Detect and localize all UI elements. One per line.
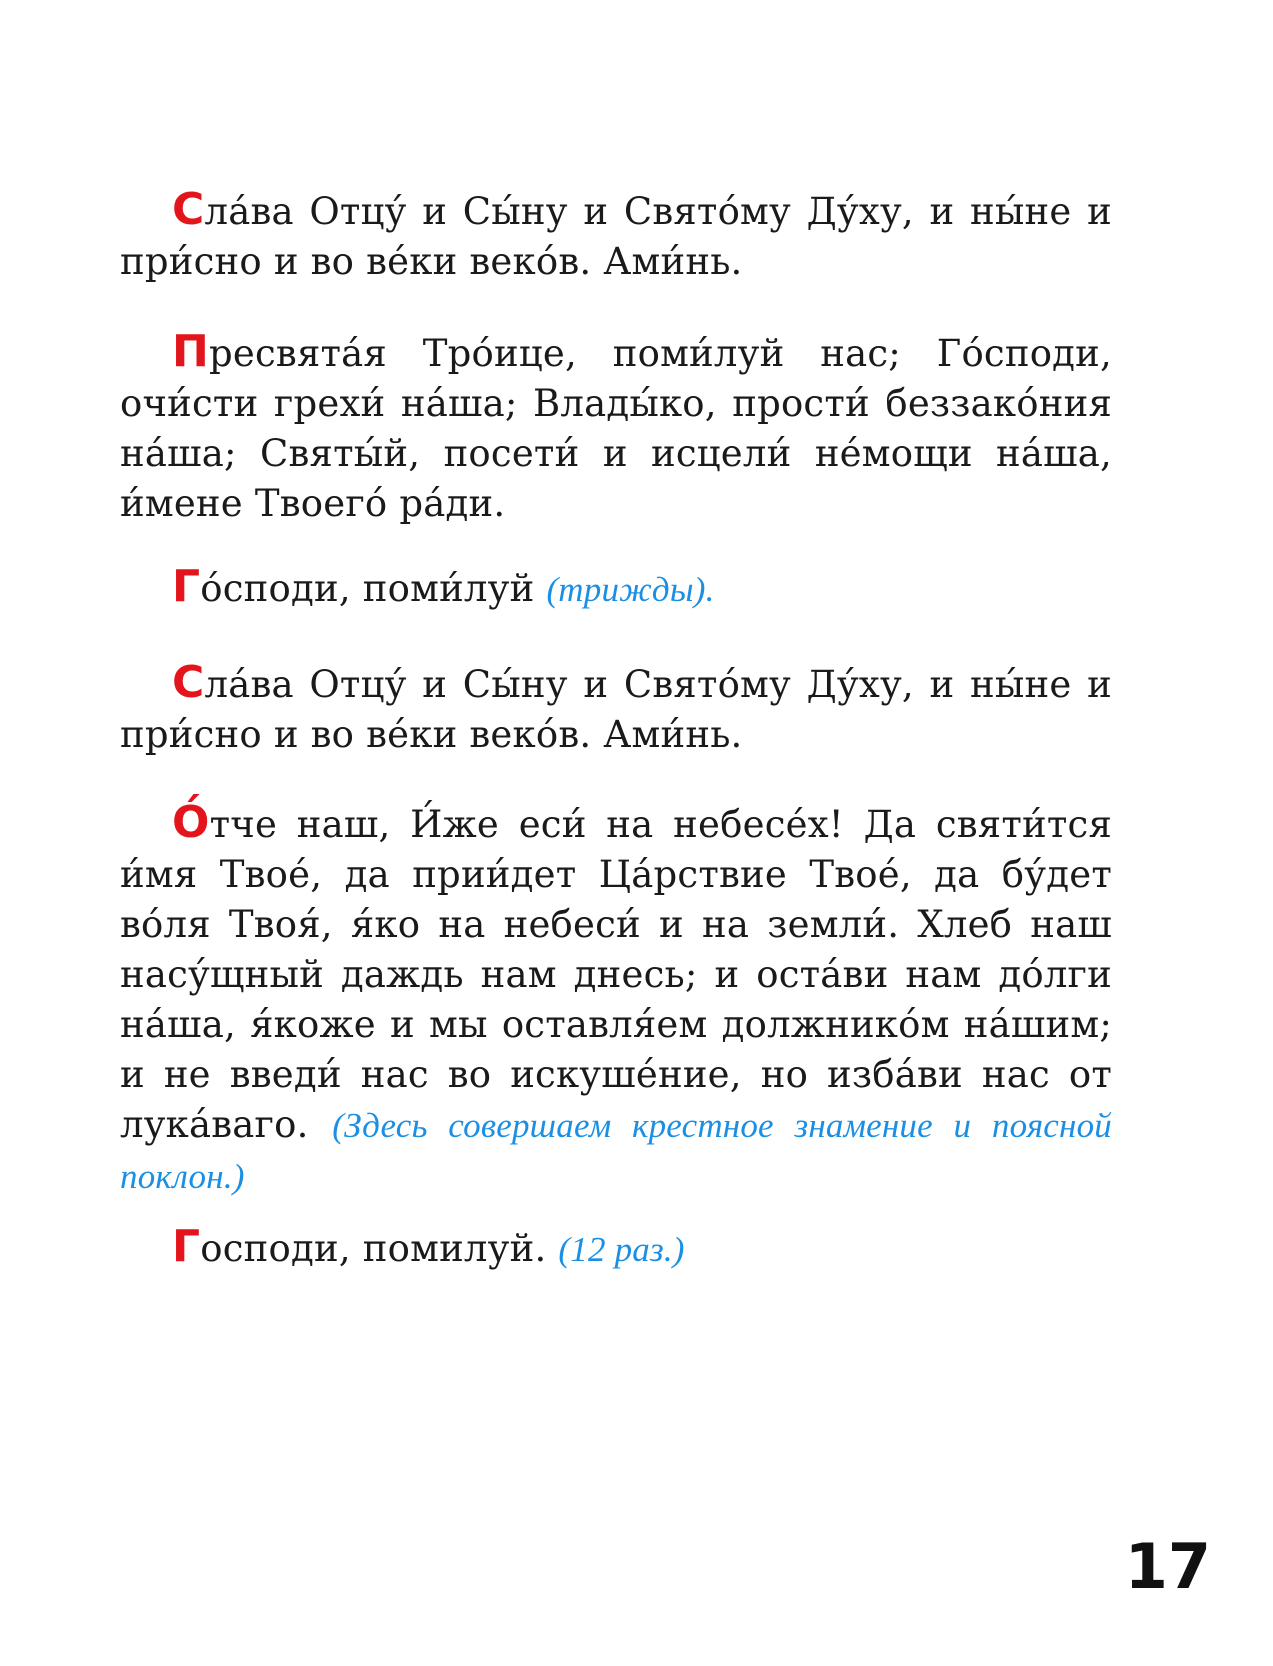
- red-initial-letter: Г: [172, 1221, 201, 1272]
- red-initial-letter: С: [172, 657, 205, 708]
- red-initial-letter: П: [172, 326, 210, 377]
- rubric-note: (трижды).: [546, 570, 715, 609]
- red-initial-letter: О́: [172, 797, 210, 848]
- paragraph-glory-be-2: [120, 658, 1112, 760]
- page-number: 17: [1124, 1530, 1211, 1603]
- rubric-note: (Здесь совершаем крестное знамение и поясной поклон.): [120, 1106, 1112, 1196]
- paragraph-text: ла́ва Отцу́ и Сы́ну и Свято́му Ду́ху, и ны́не и при́сно и во ве́ки веко́в. Ами́нь.: [120, 190, 1112, 283]
- paragraph-lord-have-mercy-thrice: [120, 562, 1112, 615]
- paragraph-glory-be-1: [120, 185, 1112, 287]
- red-initial-letter: С: [172, 184, 205, 235]
- paragraph-lord-have-mercy-12: [120, 1222, 1112, 1275]
- paragraph-text: тче наш, И́же еси́ на небесе́х! Да святи́тся и́мя Твое́, да прии́дет Ца́рствие Твое́, да бу́дет во́ля Твоя́, я́ко на небеси́ и на земли́. Хлеб наш насу́щный даждь нам днесь; и оста́ви нам до́лги на́ша, я́коже и мы оставля́ем должнико́м на́шим; и не введи́ нас во искуше́ние, но изба́ви нас от лука́ваго.: [120, 803, 1112, 1146]
- paragraph-our-father: [120, 798, 1112, 1202]
- paragraph-text: о́споди, поми́луй: [200, 567, 547, 610]
- paragraph-text: ла́ва Отцу́ и Сы́ну и Свято́му Ду́ху, и ны́не и при́сно и во ве́ки веко́в. Ами́нь.: [120, 663, 1112, 756]
- paragraph-text: осподи, помилуй.: [200, 1227, 559, 1270]
- paragraph-most-holy-trinity: [120, 327, 1112, 529]
- paragraph-text: ресвята́я Тро́ице, поми́луй нас; Го́споди, очи́сти грехи́ на́ша; Влады́ко, прости́ беззако́ния на́ша; Святы́й, посети́ и исцели́ не́мощи на́ша, и́мене Твоего́ ра́ди.: [120, 332, 1112, 525]
- rubric-note: (12 раз.): [558, 1230, 685, 1269]
- red-initial-letter: Г: [172, 561, 201, 612]
